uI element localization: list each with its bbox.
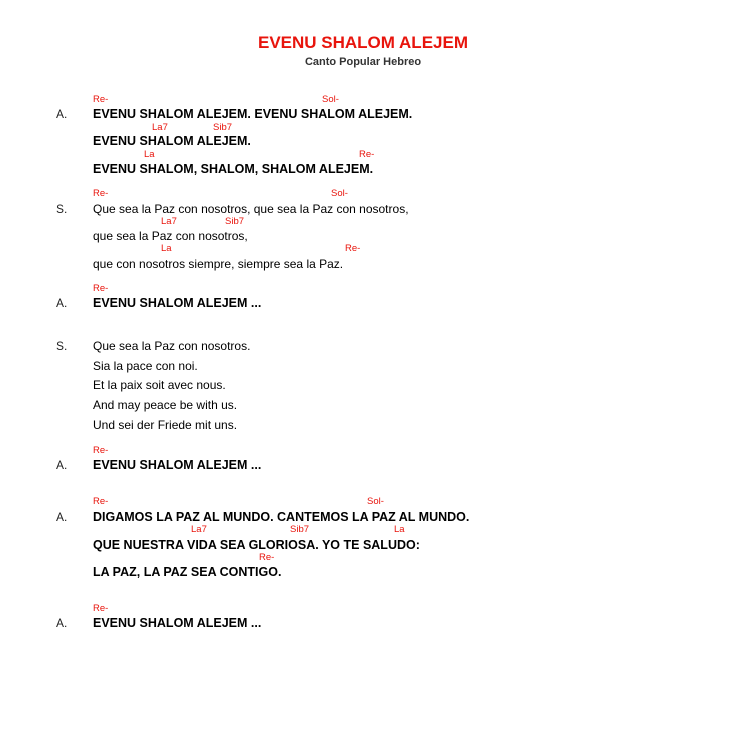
chord-la7: La7	[161, 216, 177, 227]
lyric-line: QUE NUESTRA VIDA SEA GLORIOSA. YO TE SALUDO:	[93, 538, 420, 552]
chord-re: Re-	[345, 243, 361, 254]
label-soloist: S.	[56, 339, 68, 353]
label-all: A.	[56, 510, 68, 524]
label-all: A.	[56, 616, 68, 630]
lyric-line: Und sei der Friede mit uns.	[93, 418, 238, 432]
chord-sib7: Sib7	[290, 524, 310, 535]
lyric-line: EVENU SHALOM ALEJEM ...	[93, 296, 262, 310]
chord-re: Re-	[93, 603, 109, 614]
lyric-line: Et la paix soit avec nous.	[93, 378, 226, 392]
label-soloist: S.	[56, 202, 68, 216]
lyric-line: EVENU SHALOM ALEJEM ...	[93, 458, 262, 472]
lyric-line: Que sea la Paz con nosotros.	[93, 339, 251, 353]
lyric-line: LA PAZ, LA PAZ SEA CONTIGO.	[93, 565, 282, 579]
chord-la: La	[144, 149, 155, 160]
chord-la7: La7	[152, 122, 168, 133]
label-all: A.	[56, 458, 68, 472]
label-all: A.	[56, 107, 68, 121]
chord-re: Re-	[359, 149, 375, 160]
chord-sol: Sol-	[367, 496, 384, 507]
chord-re: Re-	[93, 188, 109, 199]
chord-re: Re-	[93, 283, 109, 294]
chord-re: Re-	[93, 496, 109, 507]
chord-sol: Sol-	[331, 188, 348, 199]
lyric-line: DIGAMOS LA PAZ AL MUNDO. CANTEMOS LA PAZ AL MUNDO.	[93, 510, 470, 524]
song-subtitle: Canto Popular Hebreo	[304, 56, 422, 68]
lyric-line: EVENU SHALOM ALEJEM.	[93, 134, 251, 148]
lyric-line: Que sea la Paz con nosotros, que sea la Paz con nosotros,	[93, 202, 409, 216]
chord-la7: La7	[191, 524, 207, 535]
chord-re: Re-	[93, 94, 109, 105]
lyric-line: EVENU SHALOM ALEJEM. EVENU SHALOM ALEJEM.	[93, 107, 413, 121]
chord-re: Re-	[259, 552, 275, 563]
chord-sib7: Sib7	[213, 122, 233, 133]
chord-la: La	[394, 524, 405, 535]
song-title: EVENU SHALOM ALEJEM	[257, 33, 468, 52]
chord-la: La	[161, 243, 172, 254]
lyric-line: que sea la Paz con nosotros,	[93, 229, 248, 243]
lyric-line: EVENU SHALOM, SHALOM, SHALOM ALEJEM.	[93, 162, 374, 176]
chord-sib7: Sib7	[225, 216, 245, 227]
lyric-line: EVENU SHALOM ALEJEM ...	[93, 616, 262, 630]
chord-re: Re-	[93, 445, 109, 456]
chord-sol: Sol-	[322, 94, 339, 105]
lyric-line: que con nosotros siempre, siempre sea la Paz.	[93, 257, 344, 271]
lyric-line: Sia la pace con noi.	[93, 359, 198, 373]
label-all: A.	[56, 296, 68, 310]
lyric-line: And may peace be with us.	[93, 398, 238, 412]
